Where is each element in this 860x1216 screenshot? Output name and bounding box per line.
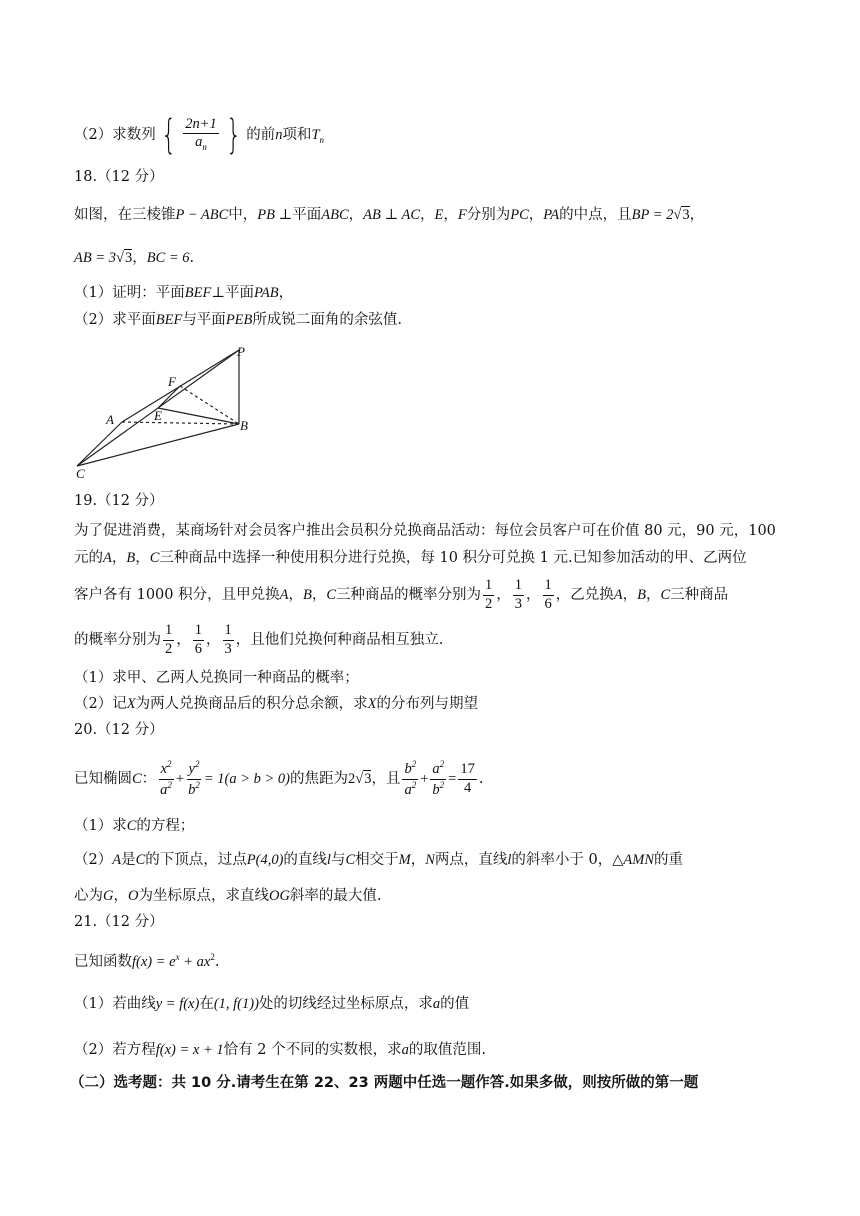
fraction: [158, 760, 174, 797]
q19-line2: 元的A，B，C三种商品中选择一种使用积分进行兑换，每 10 积分可兑换 1 元.已知参加活动的甲、乙两位: [74, 550, 747, 566]
q20-line3: 心为G，O为坐标原点，求直线OG斜率的最大值.: [74, 888, 382, 904]
text: .: [214, 953, 220, 970]
q19-line3: 客户各有 1000 积分，且甲兑换A，B，C三种商品的概率分别为 $\frac{1}{2}$ ， $\frac{1}{3}$ ， $\frac{1}{6}$ ，乙兑换A，B，C三种商品: [74, 577, 729, 612]
text: ，: [278, 285, 294, 301]
var-A: A: [112, 852, 122, 868]
var-A: A: [613, 587, 623, 603]
frac-num: $b^2$: [402, 760, 418, 779]
label-F: F: [168, 374, 176, 389]
math: PAB: [253, 285, 279, 301]
text: （2）求数列: [74, 127, 156, 143]
label-E: E: [154, 408, 162, 423]
frac-den: 2: [165, 640, 173, 657]
q20-part2: （2）A是C的下顶点，过点P(4,0)的直线l与C相交于M，N两点，直线l的斜率小于 0，△AMN的重: [74, 852, 684, 868]
frac-num: 1: [483, 578, 494, 595]
text: 斜率的最大值.: [289, 888, 382, 904]
math: ABC: [321, 207, 349, 223]
section-2-heading: （二）选考题：共 10 分.请考生在第 22、23 两题中任选一题作答.如果多做，则按所做的第一题: [70, 1075, 699, 1091]
text: 三种商品的概率分别为: [336, 587, 482, 603]
frac-den: 2: [485, 595, 493, 612]
q21-part2: [74, 1040, 486, 1060]
var-C: C: [326, 587, 337, 603]
text: ，且他们兑换何种商品相互独立.: [235, 632, 444, 648]
math: PA: [543, 207, 560, 223]
text: 的分布列与期望: [376, 696, 478, 712]
frac-den: $a^2$: [160, 779, 172, 798]
text: 与平面: [182, 312, 226, 328]
frac-den: 6: [194, 640, 202, 657]
var-A: A: [103, 550, 112, 566]
text: .: [189, 250, 195, 266]
q17-part2: [74, 112, 325, 158]
text: 的前: [246, 127, 276, 143]
text: 的重: [654, 852, 684, 868]
fraction: [163, 623, 174, 656]
text: （1）求: [74, 818, 127, 834]
frac-num: 1: [193, 623, 204, 640]
math: AB = 3: [74, 250, 116, 266]
var-n: n: [275, 127, 283, 143]
frac-den: $b^2$: [432, 779, 445, 798]
var-B: B: [126, 550, 136, 566]
math: f(x) = e: [132, 953, 176, 970]
sqrt: √3: [355, 771, 372, 787]
text: 三种商品: [670, 587, 729, 603]
text: 如图，在三棱锥: [74, 207, 176, 223]
frac-den: $a^2$: [404, 779, 417, 798]
var-C: C: [126, 818, 137, 834]
math: 2: [348, 771, 356, 787]
frac-den: [193, 134, 209, 152]
math: BEF: [184, 285, 212, 301]
math: = 1(a > b > 0): [203, 771, 290, 787]
math: f(x) = x + 1: [155, 1042, 224, 1058]
text: 的下顶点，过点: [145, 852, 247, 868]
math: P − ABC: [175, 207, 229, 223]
math: =: [448, 771, 457, 787]
text: 三种商品中选择一种使用积分进行兑换，每 10 积分可兑换 1 元.已知参加活动的甲、乙两位: [159, 550, 747, 566]
q18-part2: [74, 310, 402, 330]
math: BEF: [155, 312, 183, 328]
math: AB ⊥ AC: [363, 207, 421, 223]
frac-num: 1: [543, 578, 554, 595]
text: （2）记: [74, 696, 127, 712]
T-sub: n: [319, 134, 325, 145]
text: ，: [528, 207, 544, 223]
q21-line1: 已知函数$f(x) = e^x + ax^2$.: [74, 952, 220, 970]
math: E: [434, 207, 444, 223]
fraction: [402, 760, 418, 797]
text: 为坐标原点，求直线: [138, 888, 269, 904]
q18-part1: [74, 283, 293, 303]
text: 所成锐二面角的余弦值.: [252, 312, 402, 328]
var-a: a: [432, 996, 441, 1012]
frac-den: 6: [544, 595, 552, 612]
math: F: [457, 207, 467, 223]
var-T: T: [311, 127, 320, 143]
label-P: P: [237, 344, 245, 359]
frac-num: $a^2$: [430, 760, 446, 779]
text: ，: [348, 207, 364, 223]
edge-CB: [77, 424, 239, 466]
den-sub: n: [202, 142, 207, 153]
fraction: [483, 578, 494, 611]
var-l: l: [326, 852, 331, 868]
den-a: a: [195, 134, 203, 151]
text: （1）证明：平面: [74, 285, 185, 301]
label-A: A: [106, 412, 114, 427]
var-a: a: [401, 1042, 409, 1058]
frac-den: 3: [224, 640, 232, 657]
frac-den: 3: [514, 595, 523, 612]
text: ，: [420, 207, 435, 223]
frac-den: $b^2$: [188, 779, 200, 798]
math: PEB: [225, 312, 253, 328]
text: 恰有 2 个不同的实数根，求: [223, 1042, 402, 1058]
text: （1）若曲线: [74, 996, 156, 1012]
text: 的焦距为: [290, 771, 348, 787]
text: 相交于: [355, 852, 399, 868]
var-B: B: [302, 587, 312, 603]
math: P(4,0): [246, 852, 284, 868]
math: PB ⊥: [257, 207, 293, 223]
var-C: C: [132, 771, 142, 787]
frac-den: 4: [463, 779, 472, 796]
q20-part1: [74, 816, 194, 836]
text: 分别为: [466, 207, 511, 223]
q19-header: 19.（12 分）: [74, 493, 164, 509]
text: 已知椭圆: [74, 771, 132, 787]
math: PC: [510, 207, 529, 223]
text: 的值: [440, 996, 470, 1012]
pyramid-figure: [74, 342, 264, 482]
var-C: C: [135, 852, 146, 868]
text: （2）求平面: [74, 312, 156, 328]
text: 在: [199, 996, 214, 1012]
q21-part1: [74, 994, 469, 1014]
frac-num: 1: [513, 578, 524, 595]
sqrt: √3: [673, 207, 690, 223]
text: ，: [689, 207, 705, 223]
text: 元的: [74, 550, 103, 566]
text: 的斜率小于 0，: [511, 852, 613, 868]
math: OG: [268, 888, 290, 904]
frac-num: 1: [163, 623, 174, 640]
text: 的取值范围.: [408, 1042, 486, 1058]
math: + ax: [179, 953, 211, 970]
left-brace: {: [160, 112, 177, 158]
math: BC = 6: [146, 250, 190, 266]
right-brace: }: [225, 112, 242, 158]
label-B: B: [240, 418, 248, 433]
sqrt-arg: 3: [364, 771, 372, 787]
var-C: C: [345, 852, 356, 868]
q18-line2: [74, 248, 194, 268]
edge-AB: [122, 422, 239, 424]
text: 的方程；: [136, 818, 195, 834]
text: ，: [443, 207, 458, 223]
text: 已知函数: [74, 953, 132, 970]
var-A: A: [279, 587, 289, 603]
frac-num: 17: [458, 762, 477, 779]
text: （2）: [74, 852, 113, 868]
q20-line1: 已知椭圆C： $\frac{x^2}{a^2}$ + $\frac{y^2}{b^2}$ = 1(a > b > 0)的焦距为2√3，且 $\frac{b^2}{a^2}$ + $\frac{a^2}{b^2}$ = $\frac{17}{4}$ .: [74, 759, 484, 798]
text: 项和: [282, 127, 312, 143]
q18-header: 18.（12 分）: [74, 169, 164, 185]
math: BP = 2: [631, 207, 674, 223]
text: 与: [330, 852, 346, 868]
text: 处的切线经过坐标原点，求: [258, 996, 433, 1012]
edge-FE: [158, 386, 180, 408]
sqrt-arg: 3: [124, 250, 133, 266]
text: 中，: [228, 207, 258, 223]
fraction: [186, 760, 202, 797]
var-G: G: [103, 888, 114, 904]
text: ，乙兑换: [555, 587, 614, 603]
text: 两点，直线: [434, 852, 508, 868]
text: ，且: [371, 771, 401, 787]
q19-part1: （1）求甲、乙两人兑换同一种商品的概率；: [74, 670, 359, 686]
var-M: M: [398, 852, 411, 868]
fraction: [223, 623, 234, 656]
fraction: [543, 578, 554, 611]
frac-num: 1: [223, 623, 234, 640]
text: 的中点，且: [559, 207, 632, 223]
text: 心为: [74, 888, 103, 904]
text: ：: [141, 771, 157, 787]
frac-num: $x^2$: [159, 760, 174, 779]
frac-num: $y^2$: [187, 760, 202, 779]
sqrt: √3: [116, 250, 133, 266]
text: 的直线: [283, 852, 327, 868]
text: 是: [121, 852, 136, 868]
q19-line1: 为了促进消费，某商场针对会员客户推出会员积分兑换商品活动：每位会员客户可在价值 80 元，90 元，100: [74, 523, 776, 539]
edge-CA: [77, 422, 122, 466]
var-N: N: [425, 852, 435, 868]
fraction: [193, 623, 204, 656]
text: 的概率分别为: [74, 632, 161, 648]
text: 平面: [292, 207, 322, 223]
text: 为两人兑换商品后的积分总余额，求: [135, 696, 368, 712]
var-C: C: [149, 550, 160, 566]
var-B: B: [637, 587, 646, 603]
text: ，: [132, 250, 147, 266]
var-X: X: [367, 696, 377, 712]
frac-num: 2n+1: [183, 117, 219, 134]
math: y = f(x): [155, 996, 200, 1012]
var-X: X: [126, 696, 136, 712]
var-C: C: [660, 587, 671, 603]
text: ⊥平面: [211, 285, 254, 301]
text: （2）若方程: [74, 1042, 156, 1058]
math: (1, f(1)): [213, 996, 259, 1012]
label-C: C: [76, 466, 85, 481]
fraction: [513, 578, 524, 611]
var-l: l: [507, 852, 512, 868]
var-O: O: [127, 888, 139, 904]
sqrt-arg: 3: [682, 207, 690, 223]
fraction: [430, 760, 446, 797]
q21-header: 21.（12 分）: [74, 914, 164, 930]
q19-part2: [74, 694, 478, 714]
q18-line1: [74, 205, 704, 225]
text: 客户各有 1000 积分，且甲兑换: [74, 587, 280, 603]
fraction: [183, 117, 219, 153]
q20-header: 20.（12 分）: [74, 722, 164, 738]
q19-line4: 的概率分别为 $\frac{1}{2}$ ， $\frac{1}{6}$ ， $\frac{1}{3}$ ，且他们兑换何种商品相互独立.: [74, 622, 444, 657]
math: △AMN: [612, 852, 655, 868]
fraction: [458, 762, 477, 795]
